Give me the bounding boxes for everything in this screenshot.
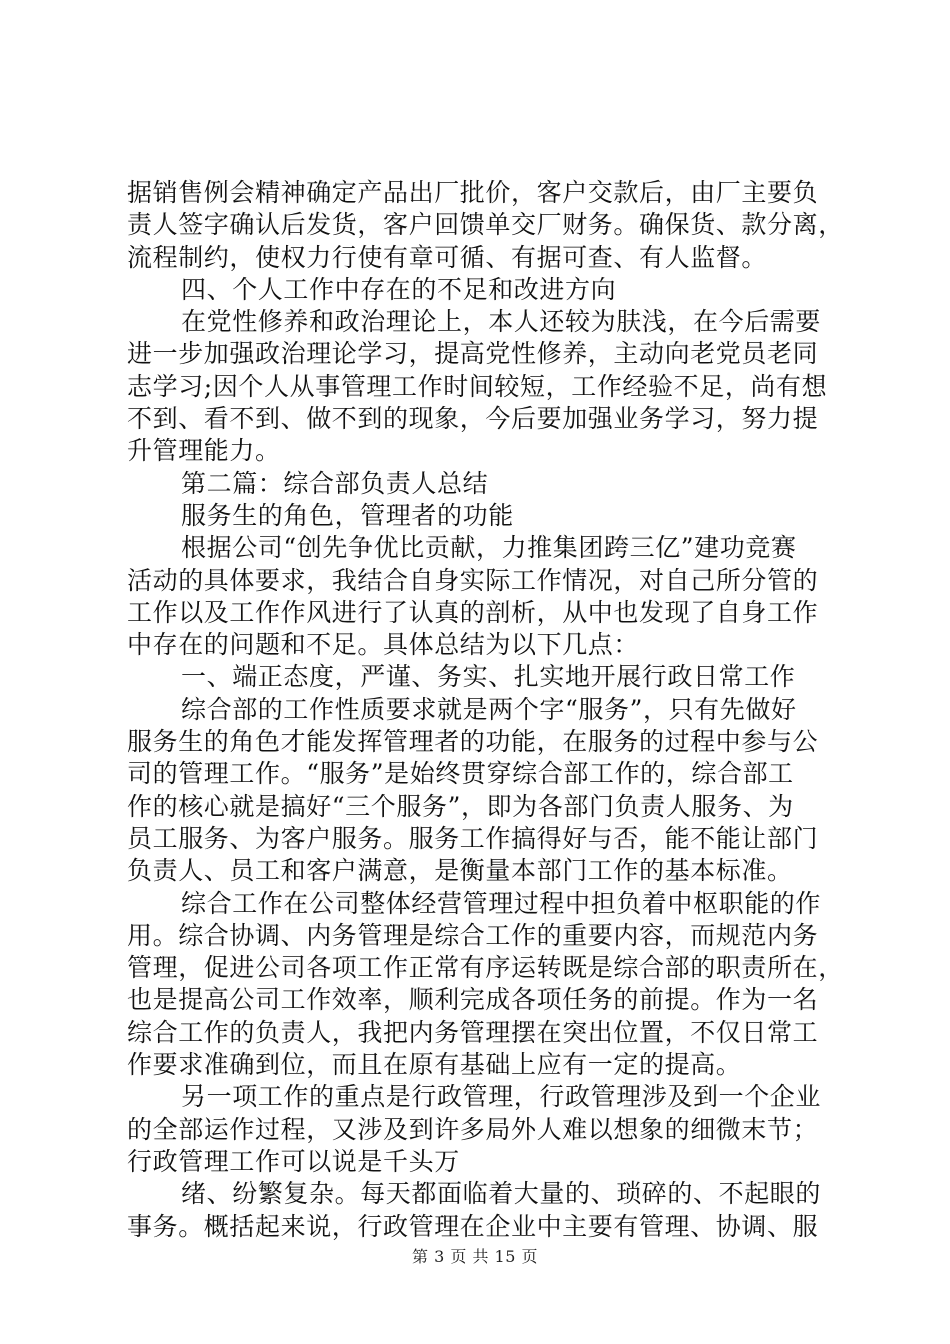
text-line: 活动的具体要求，我结合自身实际工作情况，对自己所分管的: [127, 565, 819, 595]
text-line: 作要求准确到位，而且在原有基础上应有一定的提高。: [127, 1050, 742, 1080]
text-line: 行政管理工作可以说是千头万: [127, 1146, 460, 1176]
text-line: 升管理能力。: [127, 436, 281, 466]
text-line: 综合工作在公司整体经营管理过程中担负着中枢职能的作: [181, 888, 822, 918]
text-line: 负责人、员工和客户满意，是衡量本部门工作的基本标准。: [127, 856, 793, 886]
page-footer: 第 3 页 共 15 页: [412, 1247, 538, 1266]
text-line: 根据公司“创先争优比贡献，力推集团跨三亿”建功竞赛: [181, 533, 797, 563]
text-line: 司的管理工作。“服务”是始终贯穿综合部工作的，综合部工: [127, 759, 794, 789]
text-line: 第二篇：综合部负责人总结: [181, 468, 489, 498]
text-line: 管理，促进公司各项工作正常有序运转既是综合部的职责所在，: [127, 953, 844, 983]
text-line: 服务生的角色，管理者的功能: [181, 500, 514, 530]
text-line: 作的核心就是搞好“三个服务”，即为各部门负责人服务、为: [127, 791, 794, 821]
text-line: 综合工作的负责人，我把内务管理摆在突出位置，不仅日常工: [127, 1017, 819, 1047]
text-line: 员工服务、为客户服务。服务工作搞得好与否，能不能让部门: [127, 823, 819, 853]
text-line: 另一项工作的重点是行政管理，行政管理涉及到一个企业: [181, 1082, 822, 1112]
text-line: 工作以及工作作风进行了认真的剖析，从中也发现了自身工作: [127, 597, 819, 627]
text-line: 事务。概括起来说，行政管理在企业中主要有管理、协调、服: [127, 1211, 819, 1241]
text-line: 中存在的问题和不足。具体总结为以下几点：: [127, 630, 640, 660]
text-line: 责人签字确认后发货，客户回馈单交厂财务。确保货、款分离，: [127, 210, 844, 240]
text-line: 用。综合协调、内务管理是综合工作的重要内容，而规范内务: [127, 920, 819, 950]
text-line: 志学习;因个人从事管理工作时间较短，工作经验不足，尚有想: [127, 371, 828, 401]
document-body: [127, 177, 842, 1243]
text-line: 流程制约，使权力行使有章可循、有据可查、有人监督。: [127, 242, 768, 272]
text-line: 的全部运作过程，又涉及到许多局外人难以想象的细微末节；: [127, 1114, 819, 1144]
text-line: 在党性修养和政治理论上，本人还较为肤浅，在今后需要: [181, 307, 822, 337]
text-line: 也是提高公司工作效率，顺利完成各项任务的前提。作为一名: [127, 985, 819, 1015]
text-line: 综合部的工作性质要求就是两个字“服务”，只有先做好: [181, 694, 797, 724]
text-line: 服务生的角色才能发挥管理者的功能，在服务的过程中参与公: [127, 727, 819, 757]
text-line: 据销售例会精神确定产品出厂批价，客户交款后，由厂主要负: [127, 178, 819, 207]
text-line: 不到、看不到、做不到的现象，今后要加强业务学习，努力提: [127, 404, 819, 434]
text-line: 进一步加强政治理论学习，提高党性修养，主动向老党员老同: [127, 339, 819, 369]
text-line: 四、个人工作中存在的不足和改进方向: [181, 274, 617, 304]
text-line: 一、端正态度，严谨、务实、扎实地开展行政日常工作: [181, 662, 796, 692]
text-line: 绪、纷繁复杂。每天都面临着大量的、琐碎的、不起眼的: [181, 1179, 822, 1209]
